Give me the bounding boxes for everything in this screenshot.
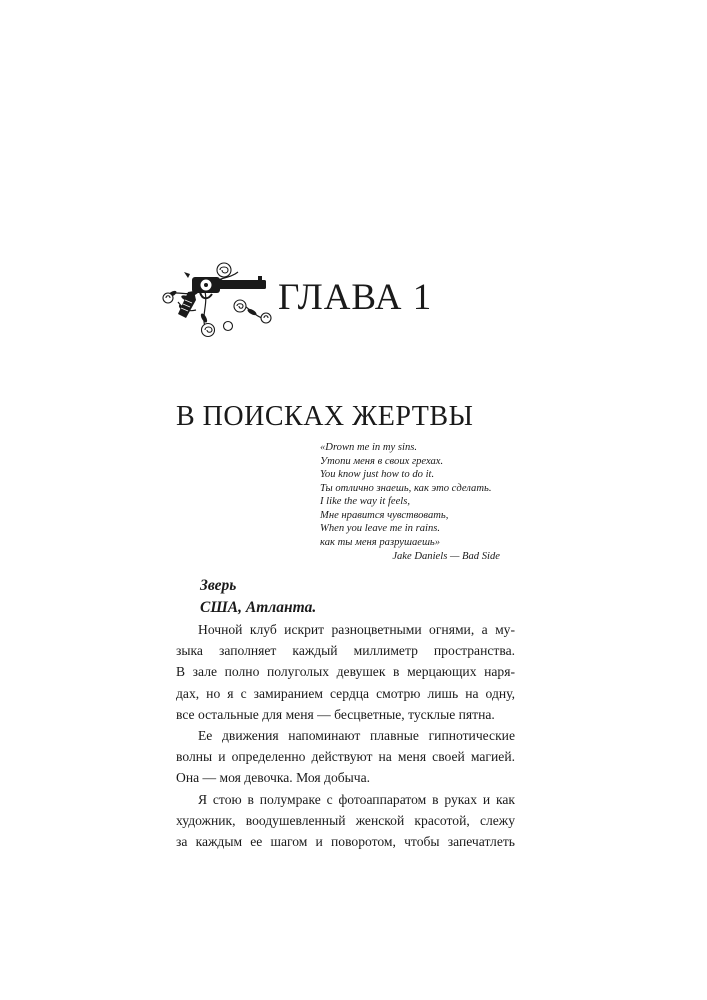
- epigraph-line: You know just how to do it.: [320, 469, 435, 480]
- epigraph-line: Мне нравится чувствовать,: [320, 509, 449, 521]
- section-heading: [200, 575, 316, 619]
- epigraph: [320, 441, 540, 564]
- location-line: США, Атланта.: [200, 599, 317, 616]
- epigraph-line: Утопи меня в своих грехах.: [320, 455, 444, 467]
- body-line: зыка заполняет каждый миллиметр пространства.: [176, 643, 515, 659]
- body-line: за каждым ее шагом и поворотом, чтобы запечатлеть: [176, 833, 515, 849]
- epigraph-line: «Drown me in my sins.: [320, 442, 418, 453]
- body-text: [176, 619, 515, 852]
- epigraph-attribution: Jake Daniels — Bad Side: [392, 551, 500, 562]
- body-line: В зале полно полуголых девушек в мерцающих наря-: [176, 664, 515, 680]
- epigraph-line: Ты отлично знаешь, как это сделать.: [320, 482, 492, 494]
- body-line: Ночной клуб искрит разноцветными огнями, а му-: [198, 622, 515, 637]
- body-line: художник, воодушевленный женской красотой, слежу: [176, 812, 515, 828]
- epigraph-line: I like the way it feels,: [320, 496, 411, 507]
- revolver-with-roses-icon: [158, 258, 276, 342]
- chapter-title: В ПОИСКАХ ЖЕРТВЫ: [176, 401, 474, 432]
- body-line: Я стою в полумраке с фотоаппаратом в руках и как: [198, 791, 515, 807]
- body-line: дах, но я с замиранием сердца смотрю лишь на одну,: [176, 685, 515, 701]
- body-line: Она — моя девочка. Моя добыча.: [176, 770, 371, 786]
- narrator-name: Зверь: [200, 577, 237, 594]
- body-line: все остальные для меня — бесцветные, тусклые пятна.: [176, 706, 495, 722]
- epigraph-line: When you leave me in rains.: [320, 523, 441, 534]
- epigraph-line: как ты меня разрушаешь»: [320, 536, 441, 548]
- body-line: волны и определенно действуют на меня своей магией.: [176, 749, 515, 765]
- body-line: Ее движения напоминают плавные гипнотические: [198, 727, 515, 743]
- chapter-number: ГЛАВА 1: [278, 277, 433, 318]
- chapter-header: [158, 258, 558, 342]
